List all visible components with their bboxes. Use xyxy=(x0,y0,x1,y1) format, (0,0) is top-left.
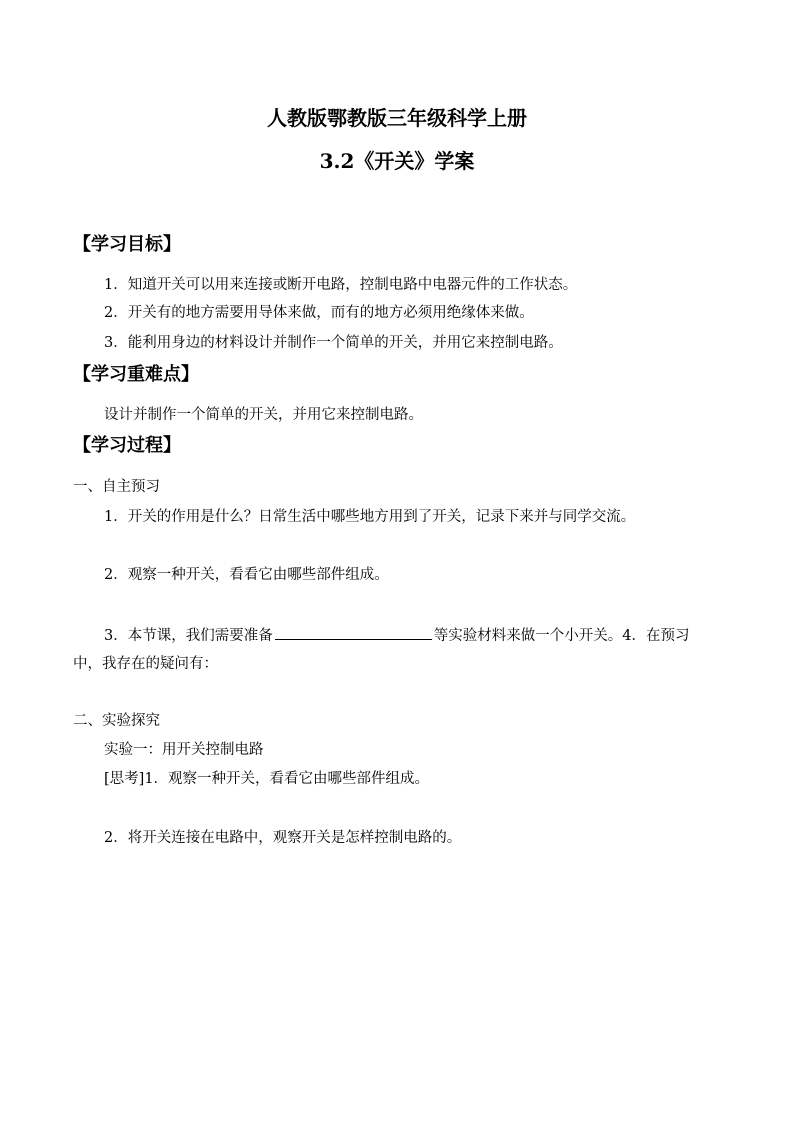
objective-text: 知道开关可以用来连接或断开电路，控制电路中电器元件的工作状态。 xyxy=(127,277,578,293)
objective-number: 3． xyxy=(104,335,128,351)
keypoints-text: 设计并制作一个简单的开关，并用它来控制电路。 xyxy=(104,407,423,423)
preview-question-1: 1．开关的作用是什么？日常生活中哪些地方用到了开关，记录下来并与同学交流。 xyxy=(104,509,636,525)
objective-item xyxy=(104,304,534,322)
preview-question-2: 2．观察一种开关，看看它由哪些部件组成。 xyxy=(104,567,389,583)
objective-item xyxy=(104,334,563,352)
part2-title: 二、实验探究 xyxy=(73,713,160,729)
part1-title: 一、自主预习 xyxy=(73,479,160,495)
objectives-heading: 【学习目标】 xyxy=(73,234,181,255)
process-heading: 【学习过程】 xyxy=(73,435,181,456)
think-tag: [思考] xyxy=(104,771,145,787)
objective-item xyxy=(104,276,577,294)
preview-question-4-continuation: 中，我存在的疑问有： xyxy=(73,656,218,672)
objective-number: 1． xyxy=(104,277,128,293)
think-question-1-text: 1．观察一种开关，看看它由哪些部件组成。 xyxy=(144,771,430,787)
document-title: 人教版鄂教版三年级科学上册 xyxy=(267,106,527,130)
preview-question-3 xyxy=(104,625,689,645)
keypoints-heading: 【学习重难点】 xyxy=(73,364,199,385)
objective-number: 2． xyxy=(104,305,128,321)
objective-text: 能利用身边的材料设计并制作一个简单的开关，并用它来控制电路。 xyxy=(127,335,563,351)
document-subtitle: 3.2《开关》学案 xyxy=(319,149,475,173)
fill-in-blank[interactable] xyxy=(275,625,432,640)
question-3-suffix: 等实验材料来做一个小开关。4．在预习 xyxy=(433,628,690,644)
think-question-1 xyxy=(104,770,429,788)
experiment-1-title: 实验一：用开关控制电路 xyxy=(104,742,264,758)
objective-text: 开关有的地方需要用导体来做，而有的地方必须用绝缘体来做。 xyxy=(127,305,534,321)
think-question-2: 2．将开关连接在电路中，观察开关是怎样控制电路的。 xyxy=(104,830,462,846)
question-3-prefix: 3．本节课，我们需要准备 xyxy=(104,628,273,644)
